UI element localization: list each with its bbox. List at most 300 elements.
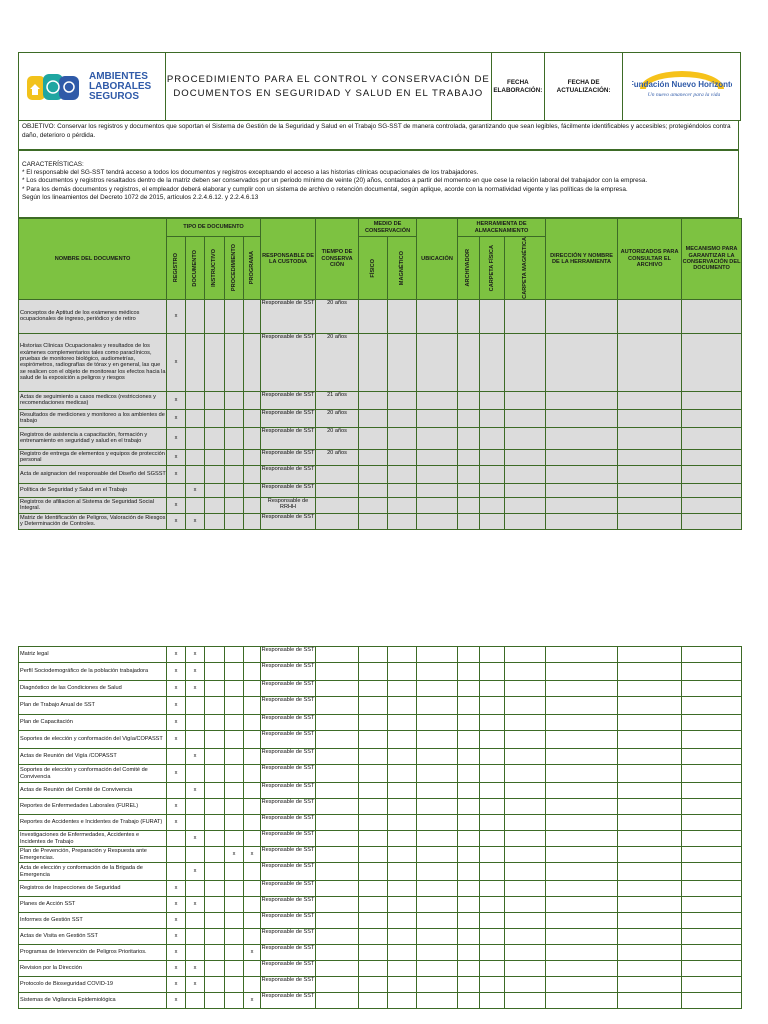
type-mark [186,881,205,897]
empty-cell [682,897,742,913]
empty-cell [458,897,480,913]
type-mark: x [167,497,186,513]
empty-cell [546,299,618,333]
col-programa: PROGRAMA [244,237,261,300]
type-mark: x [167,993,186,1009]
tiempo-cell [316,513,359,529]
empty-cell [458,881,480,897]
empty-cell [417,409,458,427]
empty-cell [388,881,417,897]
empty-cell [458,497,480,513]
tiempo-cell [316,977,359,993]
empty-cell [505,391,546,409]
col-mecanismo: MECANISMO PARA GARANTIZAR LA CONSERVACIÓN DEL DOCUMENTO [682,219,742,300]
empty-cell [417,715,458,731]
type-mark: x [167,731,186,749]
type-mark [167,483,186,497]
table-row [19,715,742,731]
empty-cell [480,449,505,465]
empty-cell [458,647,480,663]
document-name: Actas de Visita en Gestión SST [19,929,167,945]
responsable-cell: Responsable de SST [261,715,316,731]
empty-cell [417,465,458,483]
empty-cell [417,697,458,715]
type-mark [225,881,244,897]
empty-cell [618,513,682,529]
empty-cell [480,749,505,765]
empty-cell [417,993,458,1009]
document-name: Registros de afiliacion al Sistema de Seguridad Social Integral. [19,497,167,513]
responsable-cell: Responsable de SST [261,483,316,497]
empty-cell [505,881,546,897]
empty-cell [417,929,458,945]
document-name: Diagnóstico de las Condiciones de Salud [19,681,167,697]
type-mark [186,449,205,465]
empty-cell [458,465,480,483]
empty-cell [618,881,682,897]
type-mark: x [167,449,186,465]
table-row [19,765,742,783]
empty-cell [505,765,546,783]
type-mark [225,697,244,715]
document-title-line-1: PROCEDIMIENTO PARA EL CONTROL Y CONSERVACIÓN DE [166,73,490,85]
empty-cell [480,815,505,831]
type-mark [225,993,244,1009]
type-mark [186,391,205,409]
responsable-cell: Responsable de SST [261,815,316,831]
empty-cell [359,977,388,993]
empty-cell [682,929,742,945]
empty-cell [388,731,417,749]
empty-cell [388,945,417,961]
empty-cell [618,799,682,815]
empty-cell [417,497,458,513]
fecha-actualizacion-cell [544,53,623,121]
type-mark [225,749,244,765]
empty-cell [388,913,417,929]
type-mark [167,831,186,847]
type-mark: x [244,945,261,961]
empty-cell [546,815,618,831]
empty-cell [359,715,388,731]
col-archivador: ARCHIVADOR [458,237,480,300]
empty-cell [682,961,742,977]
empty-cell [505,697,546,715]
responsable-cell: Responsable de SST [261,299,316,333]
empty-cell [618,697,682,715]
type-mark [205,961,225,977]
tiempo-cell [316,897,359,913]
type-mark [186,299,205,333]
empty-cell [359,391,388,409]
col-medio-conservacion: MEDIO DE CONSERVACIÓN [359,219,417,237]
responsable-cell: Responsable de SST [261,881,316,897]
empty-cell [417,513,458,529]
tiempo-cell: 20 años [316,409,359,427]
responsable-cell: Responsable de SST [261,647,316,663]
empty-cell [458,715,480,731]
empty-cell [682,299,742,333]
type-mark [225,647,244,663]
type-mark [205,427,225,449]
empty-cell [388,391,417,409]
empty-cell [480,465,505,483]
empty-cell [480,913,505,929]
empty-cell [417,681,458,697]
empty-cell [359,929,388,945]
table-row [19,961,742,977]
table-row [19,799,742,815]
empty-cell [417,731,458,749]
empty-cell [546,681,618,697]
empty-cell [682,409,742,427]
type-mark [186,799,205,815]
tiempo-cell [316,697,359,715]
empty-cell [359,961,388,977]
type-mark [205,647,225,663]
col-carpeta-magnetica: CARPETA MAGNÉTICA [505,237,546,300]
type-mark [225,731,244,749]
tiempo-cell [316,913,359,929]
fundacion-nuevo-horizonte-logo-icon [632,67,732,101]
empty-cell [458,815,480,831]
tiempo-cell [316,465,359,483]
empty-cell [505,647,546,663]
empty-cell [458,945,480,961]
type-mark [205,897,225,913]
type-mark: x [186,783,205,799]
empty-cell [618,863,682,881]
empty-cell [458,483,480,497]
empty-cell [682,391,742,409]
tiempo-cell [316,647,359,663]
empty-cell [359,513,388,529]
empty-cell [458,847,480,863]
fecha-elaboracion-label: FECHA ELABORACIÓN: [493,78,543,94]
responsable-cell: Responsable de RRHH [261,497,316,513]
empty-cell [546,465,618,483]
type-mark [225,783,244,799]
empty-cell [618,647,682,663]
responsable-cell: Responsable de SST [261,945,316,961]
empty-cell [417,831,458,847]
empty-cell [546,913,618,929]
empty-cell [618,497,682,513]
document-name: Actas de seguimiento a casos medicos (restricciones y recomendaciones medicas) [19,391,167,409]
table-row [19,881,742,897]
type-mark [244,715,261,731]
empty-cell [546,663,618,681]
type-mark [186,847,205,863]
empty-cell [388,929,417,945]
empty-cell [458,697,480,715]
empty-cell [546,897,618,913]
document-name: Resultados de mediciones y monitoreo a los ambientes de trabajo [19,409,167,427]
responsable-cell: Responsable de SST [261,427,316,449]
empty-cell [618,945,682,961]
empty-cell [388,897,417,913]
responsable-cell: Responsable de SST [261,449,316,465]
empty-cell [546,847,618,863]
tiempo-cell [316,497,359,513]
col-carpeta-fisica: CARPETA FÍSICA [480,237,505,300]
empty-cell [458,731,480,749]
empty-cell [618,465,682,483]
type-mark [186,715,205,731]
empty-cell [359,831,388,847]
empty-cell [618,961,682,977]
empty-cell [417,333,458,391]
responsable-cell: Responsable de SST [261,465,316,483]
empty-cell [618,815,682,831]
type-mark [167,847,186,863]
tiempo-cell: 21 años [316,391,359,409]
org-logo-tagline: Un nuevo amanecer para la vida [647,92,720,98]
col-documento: DOCUMENTO [186,237,205,300]
empty-cell [546,391,618,409]
table-row [19,831,742,847]
responsable-cell: Responsable de SST [261,961,316,977]
empty-cell [458,391,480,409]
empty-cell [546,783,618,799]
empty-cell [546,831,618,847]
responsable-cell: Responsable de SST [261,913,316,929]
document-name: Sistemas de Vigilancia Epidemiológica [19,993,167,1009]
empty-cell [458,977,480,993]
objetivo-text: OBJETIVO: Conservar los registros y documentos que soportan el Sistema de Gestión de la Seguridad y Salud en el Trabajo SG-SST de manera controlada, garantizando que sean legibles, fácilmente identificables y accesibles; protegiéndolos contra daño, deterioro o pérdida. [22,123,731,139]
empty-cell [359,799,388,815]
tiempo-cell [316,863,359,881]
empty-cell [417,799,458,815]
type-mark [225,513,244,529]
responsable-cell: Responsable de SST [261,863,316,881]
empty-cell [359,847,388,863]
empty-cell [505,427,546,449]
document-name: Soportes de elección y conformación del Comité de Convivencia [19,765,167,783]
empty-cell [458,449,480,465]
responsable-cell: Responsable de SST [261,977,316,993]
type-mark [225,765,244,783]
tiempo-cell [316,993,359,1009]
empty-cell [480,663,505,681]
empty-cell [458,765,480,783]
empty-cell [546,749,618,765]
empty-cell [480,765,505,783]
empty-cell [417,847,458,863]
responsable-cell: Responsable de SST [261,765,316,783]
empty-cell [458,913,480,929]
document-name: Programas de Intervención de Peligros Prioritarios. [19,945,167,961]
tiempo-cell [316,799,359,815]
empty-cell [458,427,480,449]
table-row [19,391,742,409]
col-herramienta: HERRAMIENTA DE ALMACENAMIENTO [458,219,546,237]
empty-cell [682,977,742,993]
type-mark: x [167,333,186,391]
tiempo-cell [316,847,359,863]
type-mark: x [167,929,186,945]
table-row [19,663,742,681]
empty-cell [505,977,546,993]
org-logo-name: Fundación Nuevo Horizonte [631,80,732,89]
responsable-cell: Responsable de SST [261,783,316,799]
document-name: Perfil Sociodemográfico de la población trabajadora [19,663,167,681]
empty-cell [388,815,417,831]
empty-cell [546,881,618,897]
type-mark [186,929,205,945]
empty-cell [359,783,388,799]
type-mark [205,783,225,799]
empty-cell [480,483,505,497]
tiempo-cell [316,815,359,831]
empty-cell [618,847,682,863]
empty-cell [546,513,618,529]
empty-cell [618,333,682,391]
empty-cell [682,715,742,731]
empty-cell [682,647,742,663]
empty-cell [618,663,682,681]
empty-cell [359,881,388,897]
empty-cell [359,749,388,765]
tiempo-cell: 20 años [316,449,359,465]
empty-cell [480,831,505,847]
tiempo-cell [316,715,359,731]
empty-cell [480,647,505,663]
tiempo-cell [316,961,359,977]
type-mark [186,497,205,513]
empty-cell [388,749,417,765]
empty-cell [359,647,388,663]
type-mark: x [186,681,205,697]
empty-cell [388,449,417,465]
type-mark [225,449,244,465]
type-mark: x [244,847,261,863]
empty-cell [359,765,388,783]
empty-cell [505,715,546,731]
type-mark: x [186,513,205,529]
empty-cell [505,993,546,1009]
type-mark: x [186,961,205,977]
empty-cell [505,815,546,831]
empty-cell [682,913,742,929]
type-mark: x [244,993,261,1009]
empty-cell [480,897,505,913]
empty-cell [359,697,388,715]
table-row [19,783,742,799]
responsable-cell: Responsable de SST [261,697,316,715]
type-mark [225,409,244,427]
empty-cell [417,815,458,831]
empty-cell [505,929,546,945]
table-row [19,427,742,449]
empty-cell [505,847,546,863]
empty-cell [359,913,388,929]
table-row [19,647,742,663]
empty-cell [359,409,388,427]
empty-cell [505,449,546,465]
type-mark: x [167,815,186,831]
empty-cell [359,945,388,961]
empty-cell [359,299,388,333]
empty-cell [546,483,618,497]
document-name: Actas de Reunión del Vigía /COPASST [19,749,167,765]
empty-cell [505,497,546,513]
type-mark: x [167,881,186,897]
empty-cell [546,929,618,945]
document-name: Acta de asignacion del responsable del Diseño del SGSST [19,465,167,483]
table-row [19,449,742,465]
empty-cell [388,697,417,715]
empty-cell [546,427,618,449]
type-mark [244,409,261,427]
type-mark: x [167,945,186,961]
empty-cell [359,663,388,681]
document-name: Registros de asistencia a capacitación, formación y entrenamiento en seguridad y salud en el trabajo [19,427,167,449]
empty-cell [458,409,480,427]
col-tipo-documento: TIPO DE DOCUMENTO [167,219,261,237]
type-mark [205,409,225,427]
type-mark [205,299,225,333]
type-mark [244,749,261,765]
table-row [19,897,742,913]
empty-cell [417,299,458,333]
type-mark: x [167,897,186,913]
type-mark [186,945,205,961]
type-mark: x [167,427,186,449]
empty-cell [546,945,618,961]
caracteristica-line: Según los lineamientos del Decreto 1072 de 2015, artículos 2.2.4.6.12. y 2.2.4.6.13 [22,193,259,201]
table-row [19,993,742,1009]
empty-cell [388,715,417,731]
type-mark [244,299,261,333]
empty-cell [480,783,505,799]
type-mark: x [186,897,205,913]
col-fisico: FÍSICO [359,237,388,300]
empty-cell [480,715,505,731]
type-mark [205,993,225,1009]
type-mark [205,815,225,831]
caracteristica-line: * Los documentos y registros resaltados dentro de la matriz deben ser conservados por un periodo mínimo de veinte (20) años, contados a partir del momento en que cese la relación laboral del trabajador con la empresa. [22,177,648,185]
empty-cell [682,497,742,513]
empty-cell [618,929,682,945]
empty-cell [458,513,480,529]
type-mark [225,663,244,681]
empty-cell [618,715,682,731]
tiempo-cell [316,731,359,749]
responsable-cell: Responsable de SST [261,993,316,1009]
empty-cell [480,881,505,897]
type-mark [205,863,225,881]
document-name: Conceptos de Aptitud de los exámenes médicos ocupacionales de ingreso, periódico y de retiro [19,299,167,333]
type-mark [205,799,225,815]
empty-cell [359,333,388,391]
type-mark [205,945,225,961]
empty-cell [682,783,742,799]
document-title-line-2: DOCUMENTOS EN SEGURIDAD Y SALUD EN EL TRABAJO [173,87,484,99]
type-mark [205,831,225,847]
type-mark [244,681,261,697]
empty-cell [505,483,546,497]
empty-cell [682,799,742,815]
type-mark: x [167,715,186,731]
type-mark [244,647,261,663]
col-nombre-documento: NOMBRE DEL DOCUMENTO [19,219,167,300]
type-mark [225,913,244,929]
empty-cell [458,663,480,681]
tiempo-cell [316,765,359,783]
type-mark [244,497,261,513]
type-mark [186,913,205,929]
